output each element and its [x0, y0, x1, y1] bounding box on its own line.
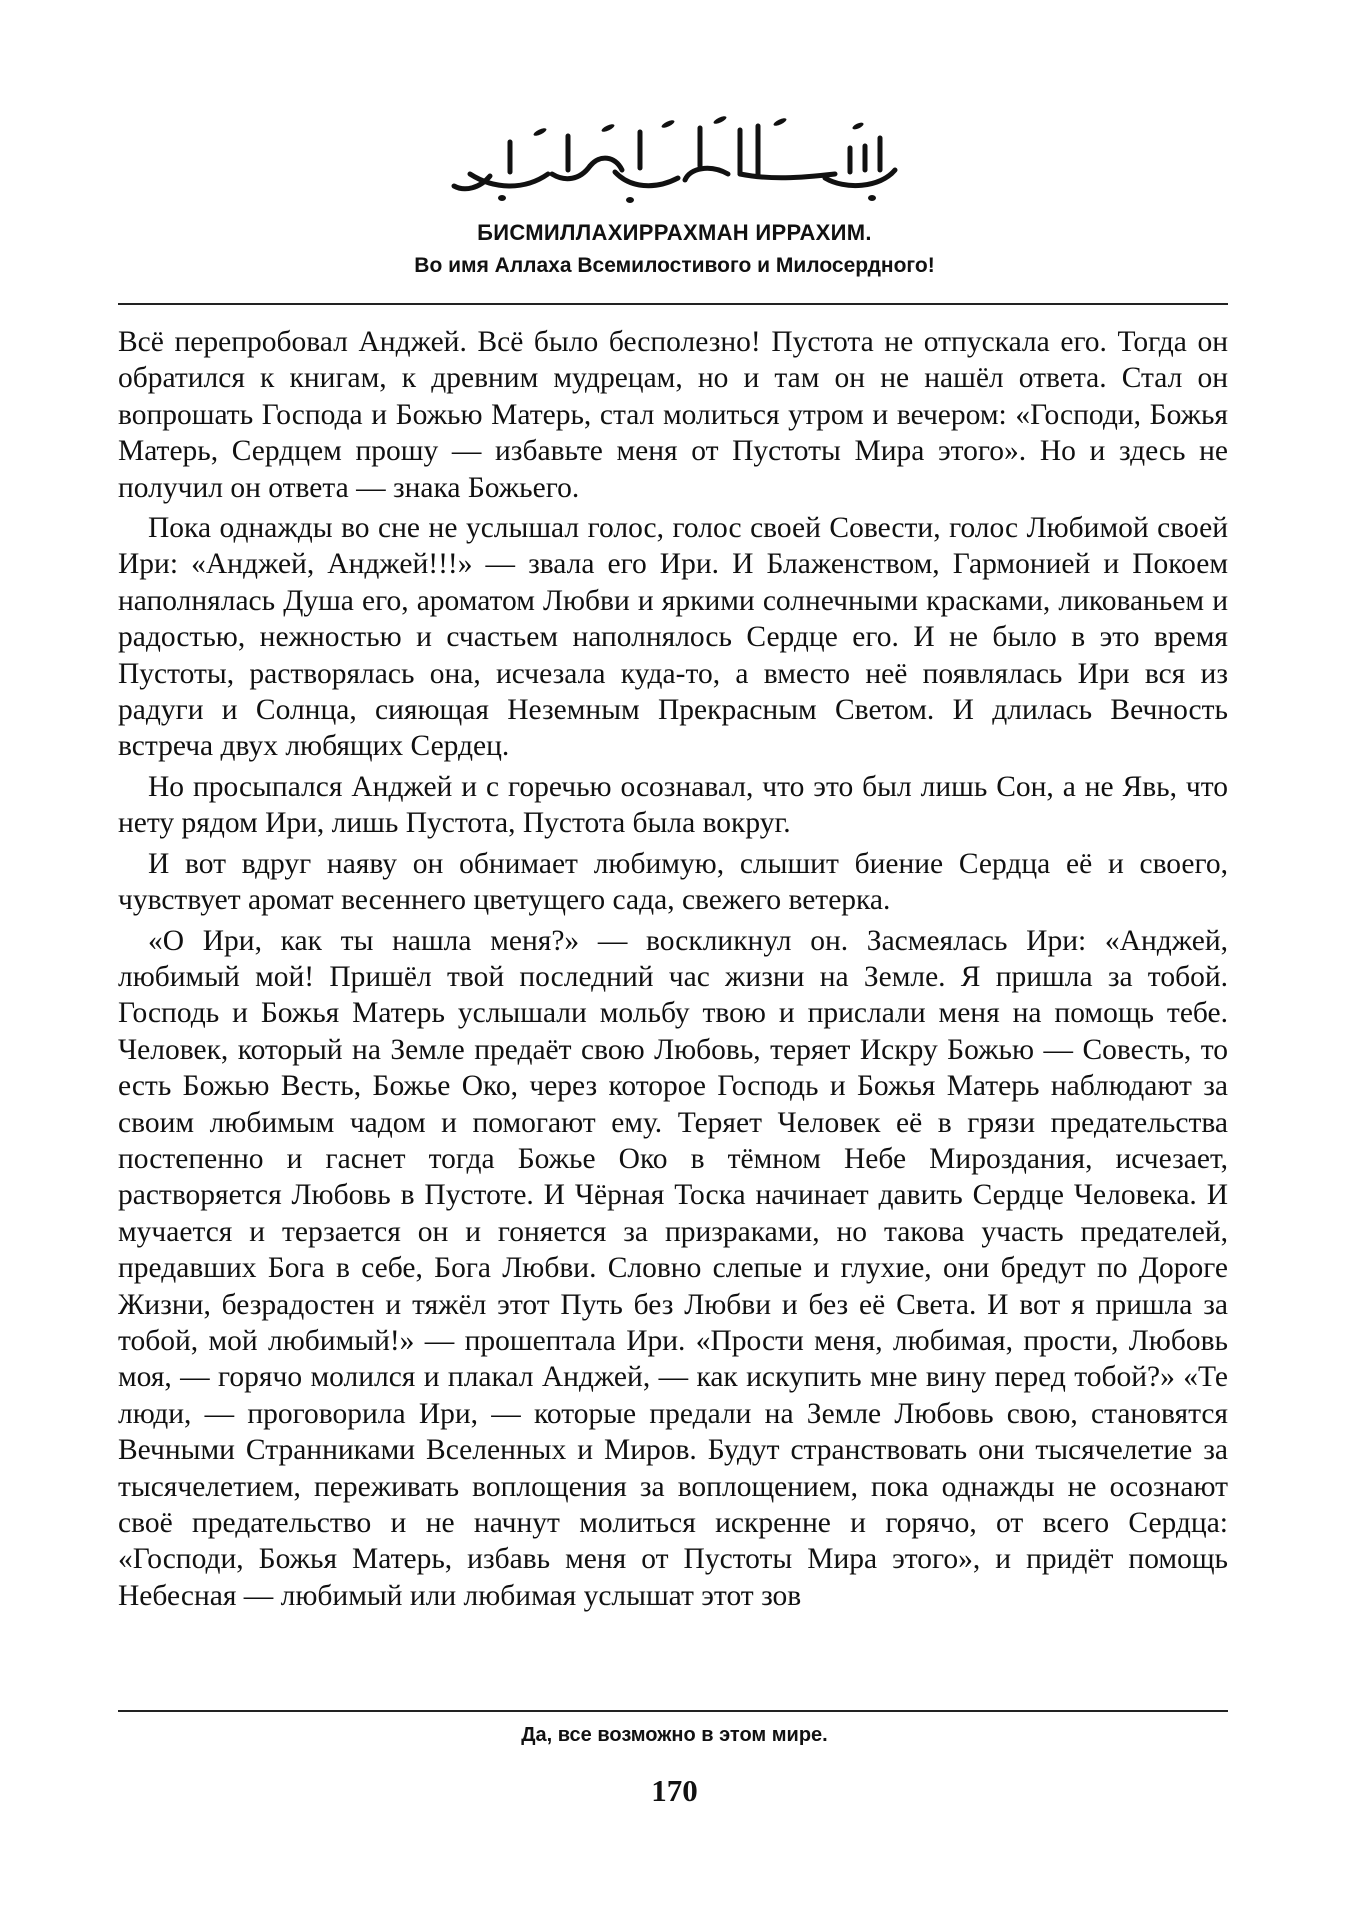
paragraph: Пока однажды во сне не услышал голос, голос своей Совести, голос Любимой своей Ири: «Анджей, Анджей!!!» — звала его Ири. И Блаженством, Гармонией и Покоем наполнялась Душа его, ароматом Любви и яркими солнечными красками, ликованьем и радостью, нежностью и счастьем наполнялось Сердце его. И не было в это время Пустоты, растворялась она, исчезала куда-то, а вместо неё появлялась Ири вся из радуги и Солнца, сияющая Неземным Прекрасным Светом. И длилась Вечность встреча двух любящих Сердец. [118, 512, 1228, 763]
header-divider [118, 303, 1228, 305]
paragraph: Всё перепробовал Анджей. Всё было бесполезно! Пустота не отпускала его. Тогда он обратился к книгам, к древним мудрецам, но и там он не нашёл ответа. Стал он вопрошать Господа и Божью Матерь, стал молиться утром и вечером: «Господи, Божья Матерь, Сердцем прошу — избавьте меня от Пустоты Мира этого». Но и здесь не получил он ответа — знака Божьего. [118, 326, 1228, 504]
paragraph: И вот вдруг наяву он обнимает любимую, слышит биение Сердца её и своего, чувствует аромат весеннего цветущего сада, свежего ветерка. [118, 847, 1228, 917]
footer-caption: Да, все возможно в этом мире. [521, 1724, 828, 1746]
header-translation: Во имя Аллаха Всемилостивого и Милосердного! [414, 254, 935, 277]
paragraph: «О Ири, как ты нашла меня?» — воскликнул он. Засмеялась Ири: «Анджей, любимый мой! Пришёл твой последний час жизни на Земле. Я пришла за тобой. Господь и Божья Матерь услышали мольбу твою и прислали меня на помощь тебе. Человек, который на Земле предаёт свою Любовь, теряет Искру Божью — Совесть, то есть Божью Весть, Божье Око, через которое Господь и Божья Матерь наблюдают за своим любимым чадом и помогают ему. Теряет Человек её в грязи предательства постепенно и гаснет тогда Божье Око в тёмном Небе Мироздания, исчезает, растворяется Любовь в Пустоте. И Чёрная Тоска начинает давить Сердце Человека. И мучается и терзается он и гоняется за призраками, но такова участь предателей, предавших Бога в себе, Бога Любви. Словно слепые и глухие, они бредут по Дороге Жизни, безрадостен и тяжёл этот Путь без Любви и без её Света. И вот я пришла за тобой, мой любимый!» — прошептала Ири. «Прости меня, любимая, прости, Любовь моя, — горячо молился и плакал Анджей, — как искупить мне вину перед тобой?» «Те люди, — проговорила Ири, — которые предали на Земле Любовь свою, становятся Вечными Странниками Вселенных и Миров. Будут странствовать они тысячелетие за тысячелетием, переживать воплощения за воплощением, пока однажды не осознают своё предательство и не начнут молиться искренне и горячо, от всего Сердца: «Господи, Божья Матерь, избавь меня от Пустоты Мира этого», и придёт помощь Небесная — любимый или любимая услышат этот зов [118, 924, 1228, 1612]
footer-divider [118, 1710, 1228, 1712]
page-number: 170 [651, 1773, 698, 1808]
main-text [118, 324, 1228, 1618]
header-transliteration: БИСМИЛЛАХИРРАХМАН ИРРАХИМ. [477, 220, 872, 245]
paragraph: Но просыпался Анджей и с горечью осознавал, что это был лишь Сон, а не Явь, что нету рядом Ири, лишь Пустота, Пустота была вокруг. [118, 770, 1228, 840]
bismillah-calligraphy [440, 108, 910, 208]
